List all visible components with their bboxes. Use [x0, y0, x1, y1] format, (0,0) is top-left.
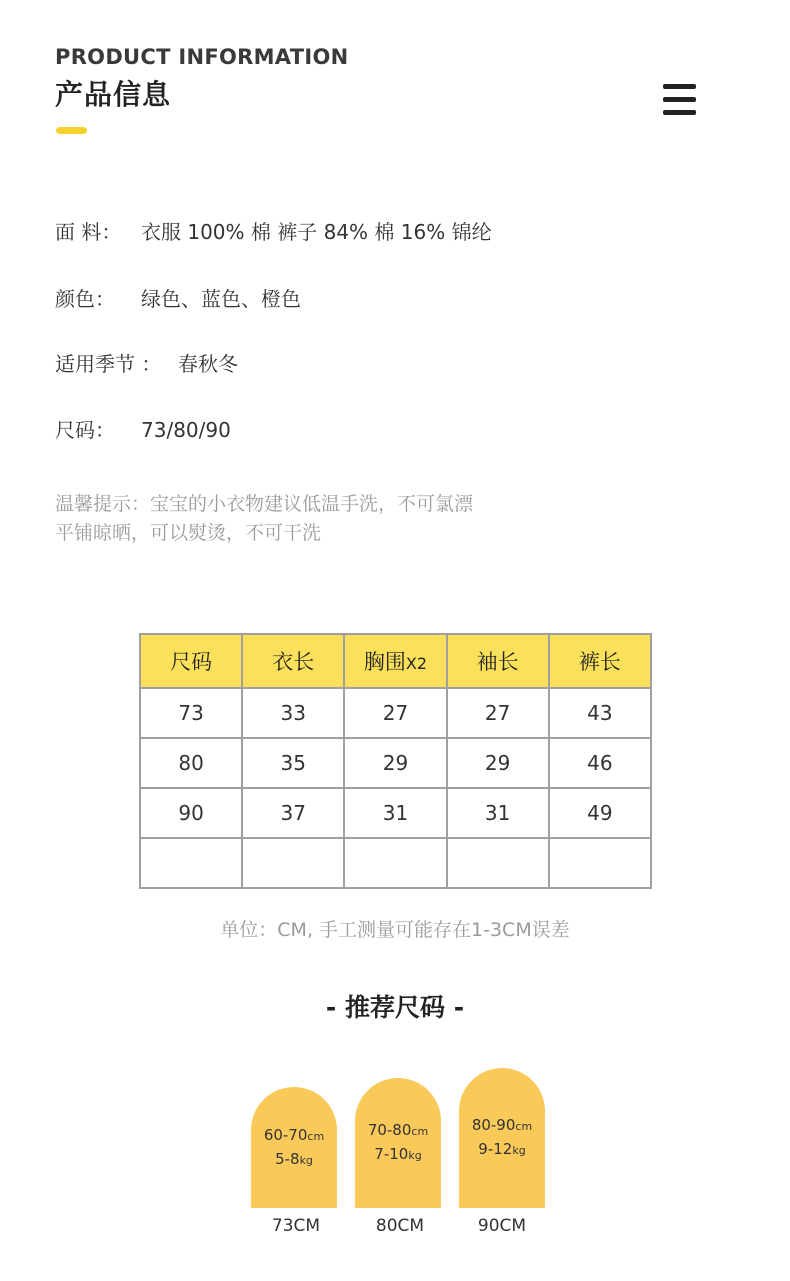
table-row	[140, 838, 651, 888]
header-cell-chest-suffix: X2	[405, 654, 428, 673]
table-row	[140, 788, 651, 838]
table-cell: 37	[242, 788, 344, 838]
info-value: 绿色、蓝色、橙色	[141, 287, 301, 311]
table-cell	[242, 838, 344, 888]
table-cell	[344, 838, 446, 888]
header-cell: 袖长	[447, 634, 549, 688]
arch-weight: 7-10kg	[374, 1145, 422, 1163]
table-cell: 29	[344, 738, 446, 788]
table-cell: 33	[242, 688, 344, 738]
unit-note: 单位：CM, 手工测量可能存在1-3CM误差	[220, 919, 570, 941]
menu-icon[interactable]	[663, 84, 696, 116]
table-cell	[140, 838, 242, 888]
recommend-arch-73	[251, 1087, 337, 1208]
info-value: 春秋冬	[178, 352, 238, 376]
table-cell: 29	[447, 738, 549, 788]
info-label: 适用季节 ：	[55, 352, 162, 376]
header-cell-chest	[344, 634, 446, 688]
arch-height: 80-90cm	[471, 1116, 533, 1134]
page-title-en: PRODUCT INFORMATION	[55, 45, 349, 69]
title-accent-bar	[56, 127, 87, 134]
info-row-color	[55, 283, 301, 312]
info-value: 衣服 100% 棉 裤子 84% 棉 16% 锦纶	[141, 220, 492, 244]
arch-height: 60-70cm	[263, 1125, 325, 1144]
care-tip-line2: 平铺晾晒，可以熨烫，不可干洗	[55, 522, 322, 544]
header-cell: 尺码	[140, 634, 242, 688]
care-tip	[55, 490, 575, 548]
info-label: 面 料：	[55, 220, 122, 244]
table-cell: 80	[140, 738, 242, 788]
table-cell: 27	[447, 688, 549, 738]
table-row	[140, 738, 651, 788]
table-cell: 31	[344, 788, 446, 838]
page-title-cn: 产品信息	[55, 78, 172, 111]
table-row	[140, 688, 651, 738]
header-cell: 衣长	[242, 634, 344, 688]
table-cell: 73	[140, 688, 242, 738]
recommend-title: - 推荐尺码 -	[325, 993, 465, 1022]
info-value: 73/80/90	[141, 418, 231, 442]
info-label: 尺码：	[55, 418, 115, 442]
recommend-arch-90	[459, 1068, 545, 1208]
size-table	[139, 633, 652, 889]
table-cell: 27	[344, 688, 446, 738]
table-cell: 49	[549, 788, 651, 838]
info-label: 颜色：	[55, 287, 115, 311]
care-tip-line1: 温馨提示：宝宝的小衣物建议低温手洗，不可氯漂	[55, 493, 474, 515]
size-table-header	[140, 634, 651, 688]
recommend-size-label: 73CM	[271, 1216, 321, 1236]
recommend-size-label: 90CM	[477, 1216, 527, 1236]
info-row-fabric	[55, 216, 492, 245]
recommend-arch-80	[355, 1078, 441, 1208]
table-cell: 35	[242, 738, 344, 788]
table-cell	[549, 838, 651, 888]
arch-height: 70-80cm	[367, 1121, 429, 1139]
table-cell	[447, 838, 549, 888]
header-cell: 裤长	[549, 634, 651, 688]
arch-weight: 9-12kg	[478, 1140, 526, 1158]
info-row-season	[55, 348, 238, 377]
header-cell-chest-label: 胸围	[363, 650, 406, 674]
arch-weight: 5-8kg	[275, 1149, 313, 1168]
recommend-size-label: 80CM	[375, 1216, 425, 1236]
table-cell: 31	[447, 788, 549, 838]
table-cell: 90	[140, 788, 242, 838]
table-cell: 43	[549, 688, 651, 738]
table-cell: 46	[549, 738, 651, 788]
info-row-size	[55, 414, 231, 443]
